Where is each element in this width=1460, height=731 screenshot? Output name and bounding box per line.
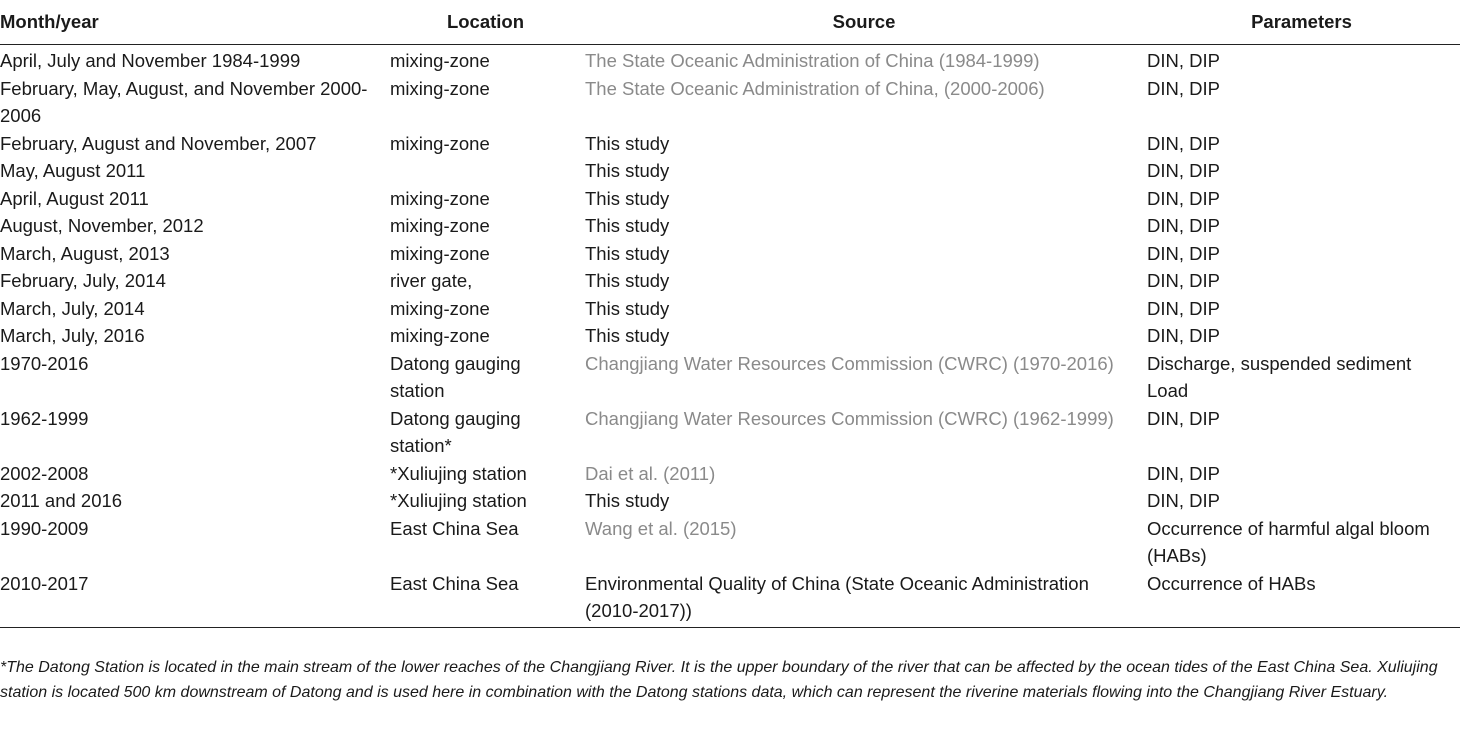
cell-source[interactable]: Wang et al. (2015) — [585, 517, 737, 539]
header-source: Source — [585, 8, 1147, 45]
cell-month-year: March, July, 2016 — [0, 325, 145, 346]
cell-parameters: DIN, DIP — [1147, 407, 1220, 429]
table-body — [0, 45, 1460, 628]
cell-location — [390, 157, 585, 185]
cell-location: *Xuliujing station — [390, 490, 527, 511]
table-row — [0, 45, 1460, 75]
cell-month-year: August, November, 2012 — [0, 215, 204, 236]
cell-source: This study — [585, 270, 670, 291]
cell-location: East China Sea — [390, 517, 519, 539]
cell-parameters: Occurrence of HABs — [1147, 570, 1460, 628]
table-row — [0, 515, 1460, 570]
cell-parameters: DIN, DIP — [1147, 215, 1220, 236]
table-row — [0, 322, 1460, 350]
cell-month-year: 1990-2009 — [0, 517, 89, 539]
header-month-year: Month/year — [0, 8, 390, 45]
cell-source[interactable]: Changjiang Water Resources Commission (CWRC) (1962-1999) — [585, 407, 1114, 429]
table-row — [0, 185, 1460, 213]
cell-source: This study — [585, 490, 670, 511]
cell-source: This study — [585, 242, 670, 264]
cell-source: This study — [585, 215, 670, 236]
table-row — [0, 267, 1460, 295]
cell-month-year: 2002-2008 — [0, 462, 89, 484]
cell-location: river gate, — [390, 270, 473, 291]
data-sources-table — [0, 8, 1460, 628]
cell-source[interactable]: Changjiang Water Resources Commission (CWRC) (1970-2016) — [585, 352, 1114, 374]
table-row — [0, 130, 1460, 158]
header-parameters: Parameters — [1147, 8, 1460, 45]
cell-source: This study — [585, 297, 670, 319]
cell-parameters: DIN, DIP — [1147, 462, 1220, 484]
table-footnote: *The Datong Station is located in the main stream of the lower reaches of the Changjiang River. It is the upper boundary of the river that can be affected by the ocean tides of the East China Sea. Xuliujing station is located 500 km downstream of Datong and is used here in combination with the Datong stations data, which can represent the riverine materials flowing into the Changjiang River Estuary. — [0, 659, 1438, 701]
cell-location: Datong gauging station — [390, 352, 521, 401]
cell-source: This study — [585, 325, 670, 346]
cell-month-year: April, August 2011 — [0, 187, 149, 209]
cell-parameters: Occurrence of harmful algal bloom (HABs) — [1147, 517, 1430, 566]
cell-location: East China Sea — [390, 570, 585, 628]
cell-location: mixing-zone — [390, 50, 490, 71]
cell-parameters: DIN, DIP — [1147, 50, 1220, 71]
table-row — [0, 240, 1460, 268]
cell-source: This study — [585, 132, 670, 154]
cell-month-year: March, July, 2014 — [0, 297, 145, 319]
cell-month-year: March, August, 2013 — [0, 242, 170, 264]
cell-month-year: 1970-2016 — [0, 352, 89, 374]
cell-month-year: 2011 and 2016 — [0, 490, 123, 511]
cell-location: mixing-zone — [390, 325, 490, 346]
table-header — [0, 8, 1460, 45]
cell-parameters: DIN, DIP — [1147, 160, 1220, 181]
cell-month-year: 1962-1999 — [0, 407, 89, 429]
cell-parameters: DIN, DIP — [1147, 325, 1220, 346]
table-row — [0, 75, 1460, 130]
cell-source: This study — [585, 187, 670, 209]
cell-location: Datong gauging station* — [390, 407, 521, 456]
table-row — [0, 570, 1460, 628]
cell-parameters: DIN, DIP — [1147, 187, 1220, 209]
cell-location: mixing-zone — [390, 187, 490, 209]
table-row — [0, 295, 1460, 323]
cell-location: *Xuliujing station — [390, 462, 527, 484]
table-row — [0, 157, 1460, 185]
cell-location: mixing-zone — [390, 215, 490, 236]
cell-source: Environmental Quality of China (State Oceanic Administration (2010-2017)) — [585, 570, 1147, 628]
cell-parameters: DIN, DIP — [1147, 132, 1220, 154]
table-row — [0, 487, 1460, 515]
cell-location: mixing-zone — [390, 77, 490, 99]
header-location: Location — [390, 8, 585, 45]
cell-parameters: DIN, DIP — [1147, 270, 1220, 291]
cell-month-year: February, July, 2014 — [0, 270, 166, 291]
cell-parameters: DIN, DIP — [1147, 297, 1220, 319]
cell-month-year: February, August and November, 2007 — [0, 132, 317, 154]
cell-location: mixing-zone — [390, 242, 490, 264]
cell-month-year: 2010-2017 — [0, 570, 390, 628]
table-row — [0, 460, 1460, 488]
table-row — [0, 405, 1460, 460]
cell-parameters: Discharge, suspended sediment Load — [1147, 352, 1412, 401]
table-row — [0, 212, 1460, 240]
table-row — [0, 350, 1460, 405]
cell-month-year: May, August 2011 — [0, 160, 146, 181]
cell-parameters: DIN, DIP — [1147, 242, 1220, 264]
cell-month-year: February, May, August, and November 2000-2006 — [0, 77, 368, 126]
cell-parameters: DIN, DIP — [1147, 77, 1220, 99]
cell-parameters: DIN, DIP — [1147, 490, 1220, 511]
cell-source[interactable]: Dai et al. (2011) — [585, 462, 716, 484]
cell-source[interactable]: The State Oceanic Administration of China, (2000-2006) — [585, 77, 1045, 99]
cell-month-year: April, July and November 1984-1999 — [0, 50, 301, 71]
cell-location: mixing-zone — [390, 297, 490, 319]
cell-source: This study — [585, 160, 670, 181]
cell-source[interactable]: The State Oceanic Administration of China (1984-1999) — [585, 50, 1040, 71]
header-row — [0, 8, 1460, 45]
cell-location: mixing-zone — [390, 132, 490, 154]
